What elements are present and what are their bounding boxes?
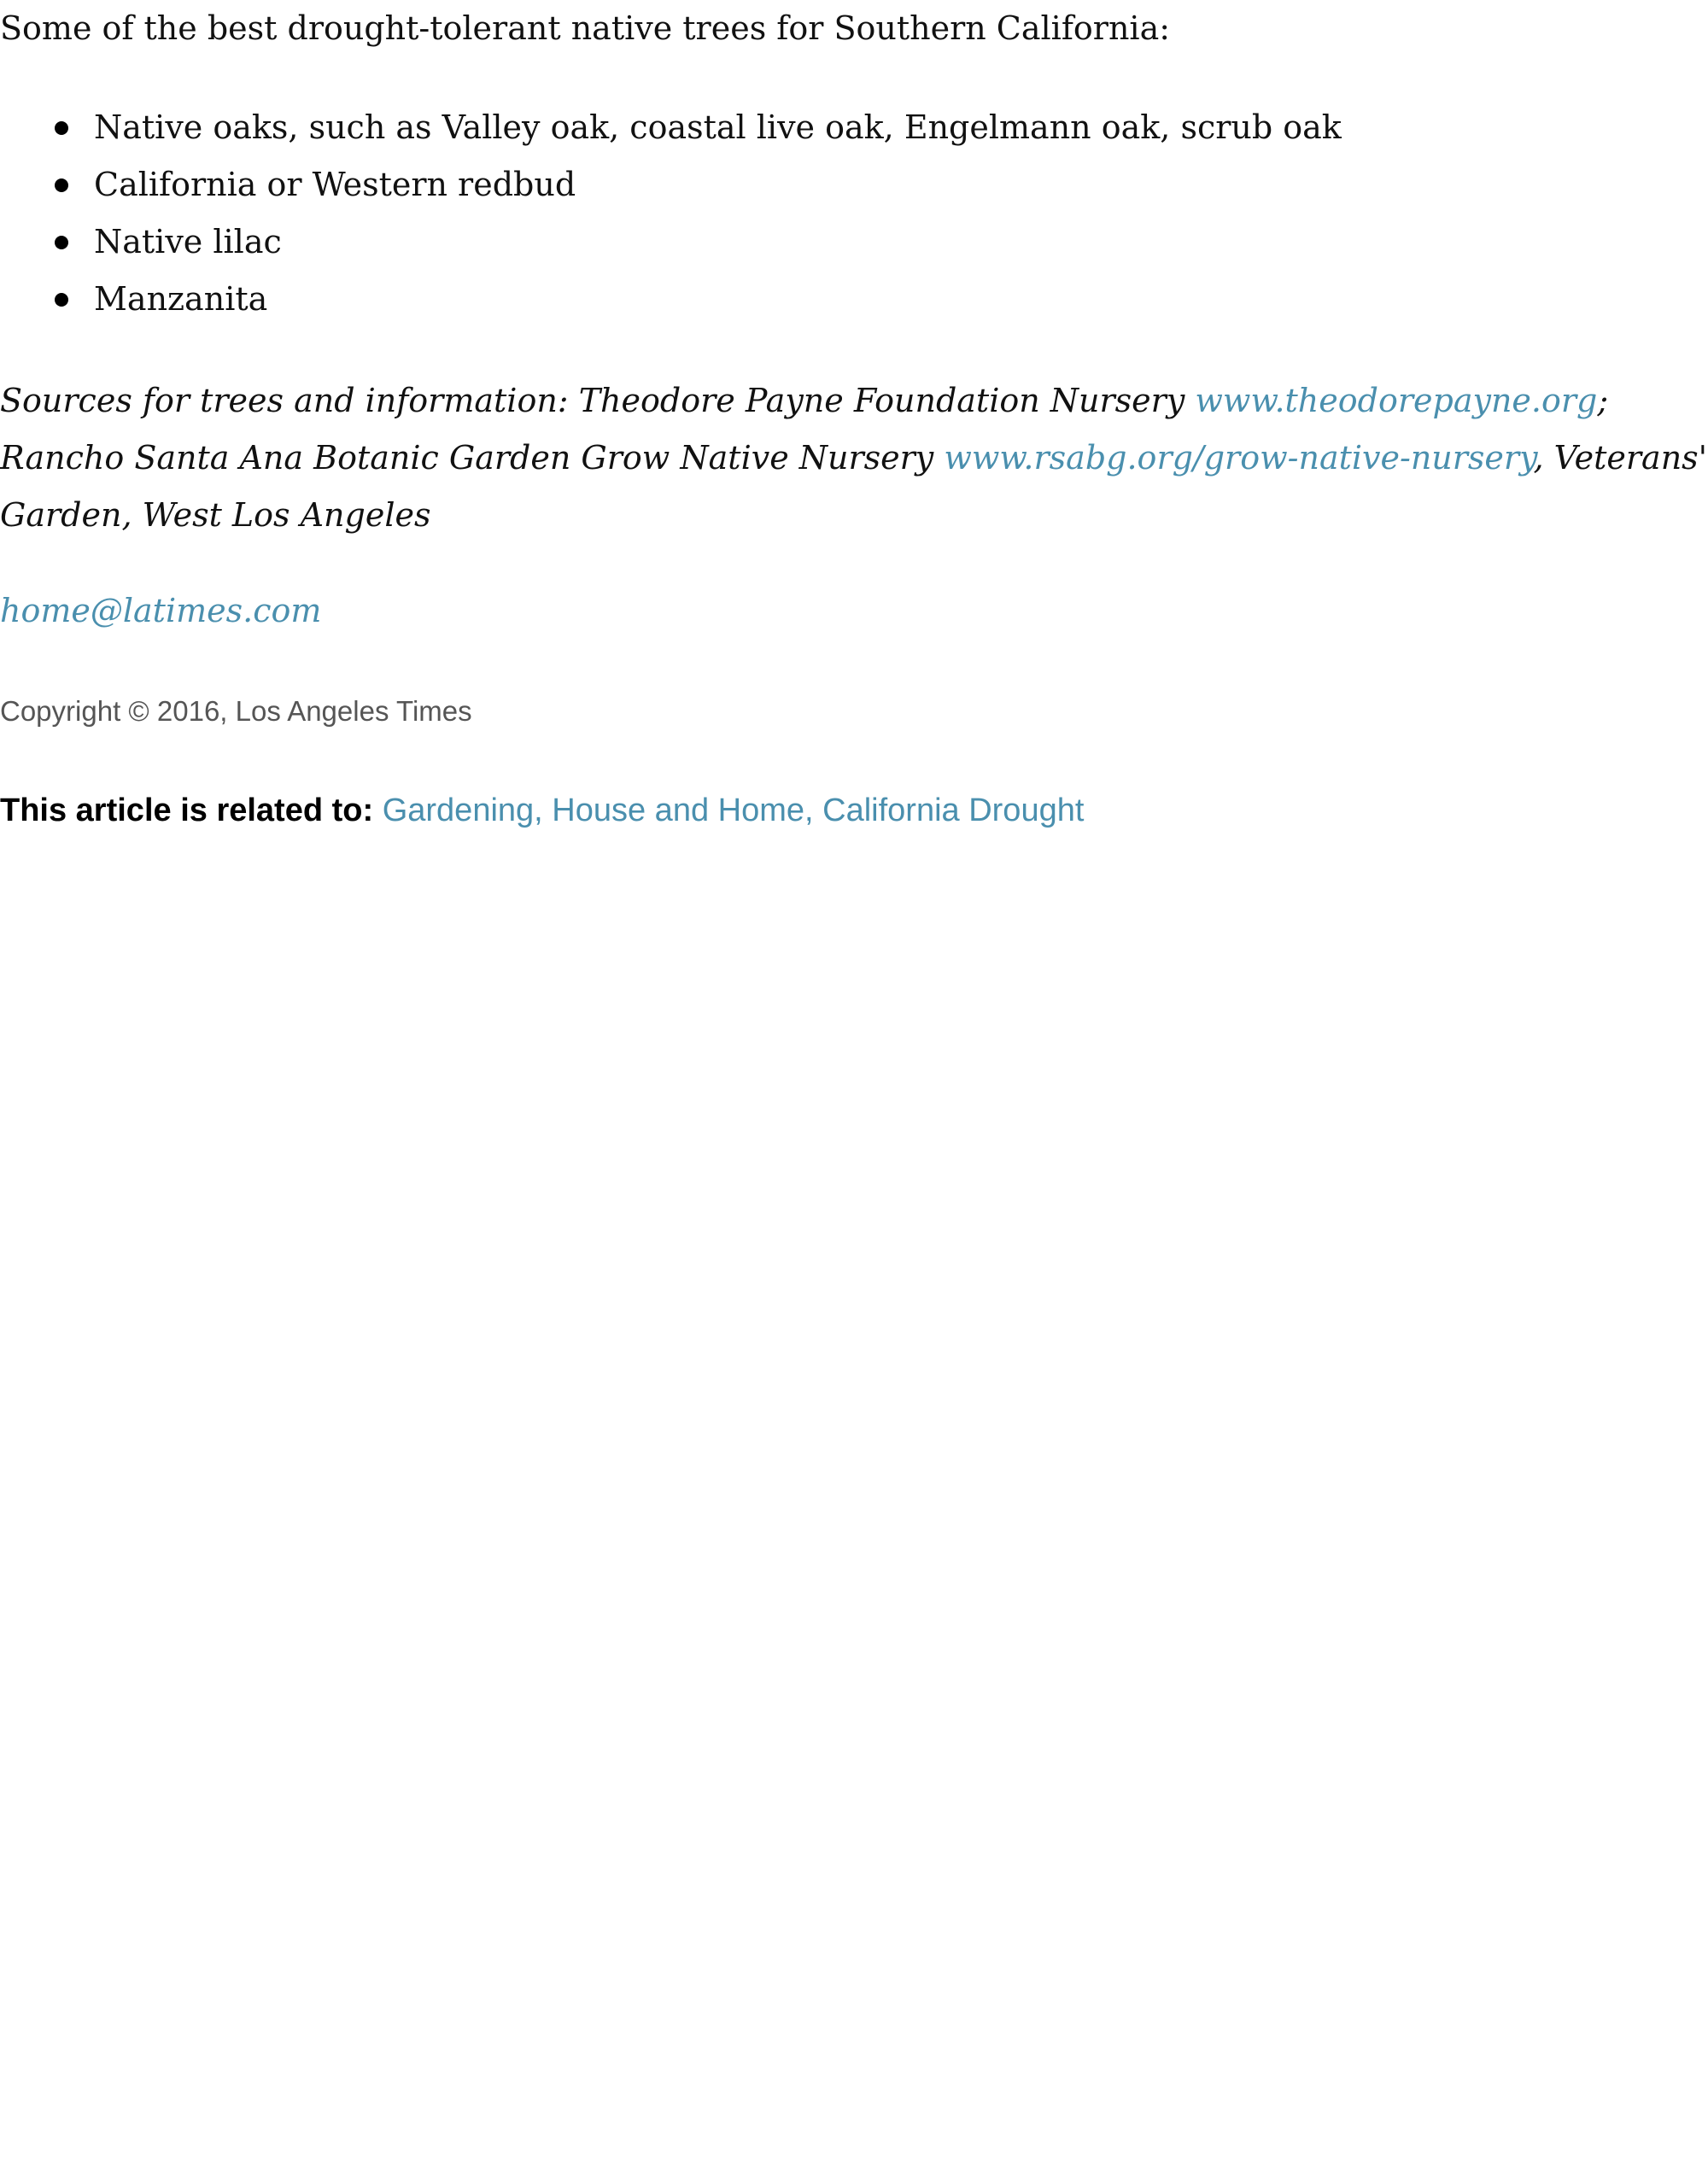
bullet-icon: [55, 121, 68, 135]
email-link[interactable]: home@latimes.com: [0, 592, 322, 629]
list-item-text: Native oaks, such as Valley oak, coastal live oak, Engelmann oak, scrub oak: [94, 108, 1342, 146]
topic-link-house-and-home[interactable]: House and Home,: [552, 793, 814, 828]
sources-middle: ; Rancho Santa Ana Botanic Garden Grow Native Nursery: [0, 382, 1609, 477]
intro-text: Some of the best drought-tolerant native trees for Southern California:: [0, 9, 1171, 47]
list-item-text: Manzanita: [94, 280, 268, 318]
theodore-payne-link[interactable]: www.theodorepayne.org: [1195, 382, 1598, 419]
topic-link-california-drought[interactable]: California Drought: [822, 793, 1085, 828]
list-item-text: Native lilac: [94, 223, 282, 260]
sources-paragraph: [0, 372, 1708, 544]
bullet-icon: [55, 178, 68, 192]
sources-prefix: Sources for trees and information: Theodore Payne Foundation Nursery: [0, 382, 1196, 419]
copyright-text: Copyright © 2016, Los Angeles Times: [0, 695, 472, 727]
list-item-text: California or Western redbud: [94, 166, 576, 203]
sources-suffix: , Veterans' Garden, West Los Angeles: [0, 439, 1708, 534]
rsabg-link[interactable]: www.rsabg.org/grow-native-nursery: [944, 439, 1534, 477]
related-label: This article is related to:: [0, 793, 374, 828]
bullet-icon: [55, 236, 68, 249]
related-topics: [0, 789, 1084, 832]
topic-link-gardening[interactable]: Gardening,: [382, 793, 543, 828]
bullet-icon: [55, 293, 68, 307]
